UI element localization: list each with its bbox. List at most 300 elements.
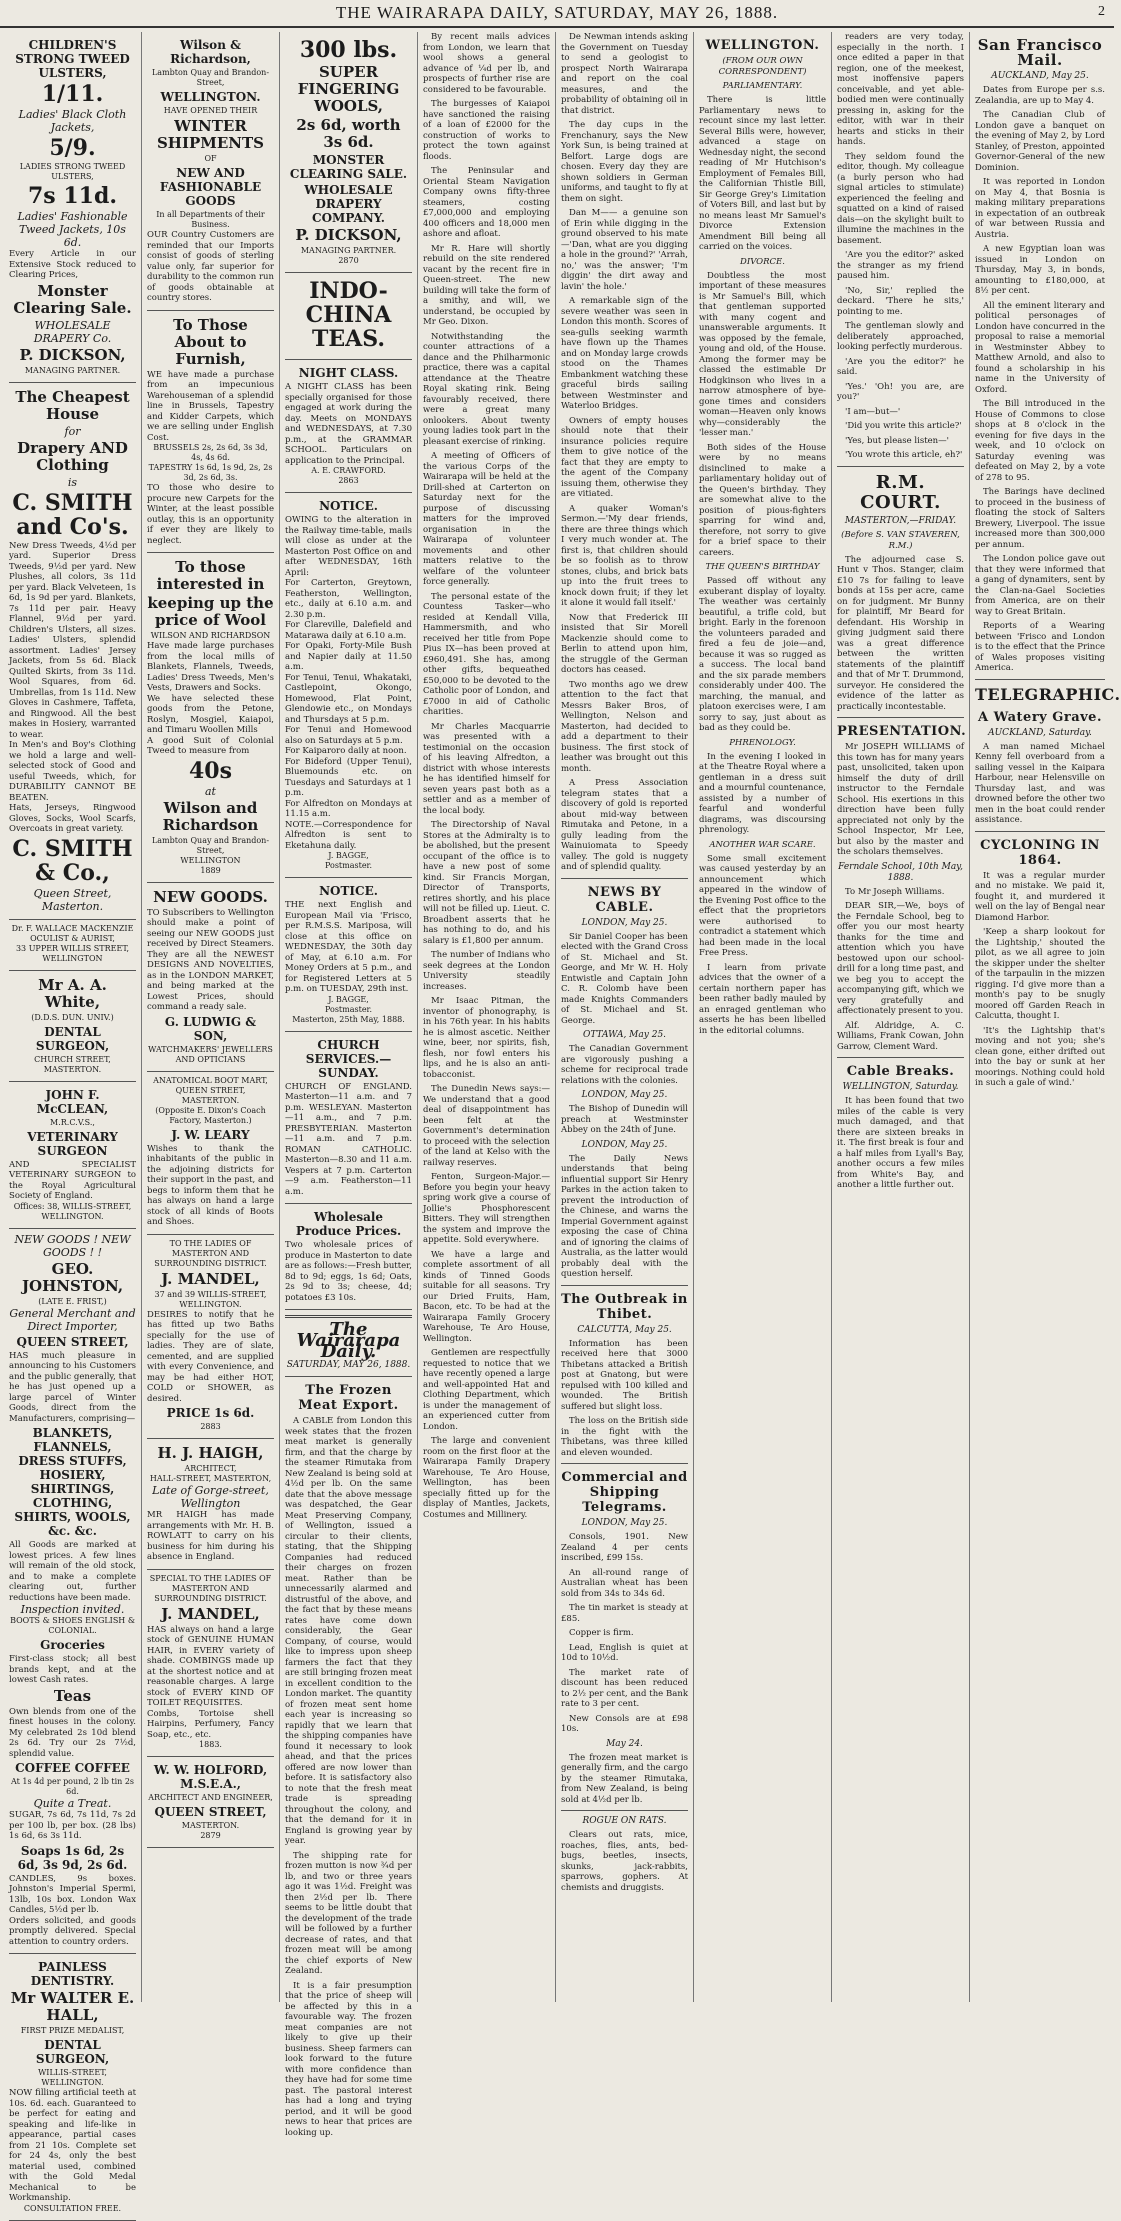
dateline: AUCKLAND, Saturday.: [988, 727, 1092, 738]
ad-address: 33 UPPER WILLIS STREET, WELLINGTON: [15, 943, 130, 963]
ad-body: For Kaiparoro daily at noon.: [285, 746, 407, 756]
ad-address: Offices: 38, WILLIS-STREET, WELLINGTON.: [13, 1201, 132, 1221]
ad-english-mail: [285, 878, 412, 1032]
ad-oculist: [9, 920, 136, 971]
cable-item: New Consols are at £98 10s.: [561, 1713, 688, 1734]
ad-body: Have made large purchases from the local mills of Blankets, Flannels, Tweeds, Ladies' Dress Tweeds, Men's Vests, Drawers and Socks.: [147, 641, 274, 693]
article-paragraph: Mr JOSEPH WILLIAMS of this town has for many years past, unsolicited, taken upon himself the duty of drill instructor to the Ferndale School. His exertions in this direction have been fully appreciated not only by the School Inspector, Mr Lee, but also by the master and the scholars themselves.: [837, 742, 964, 857]
ad-produce-prices: [285, 1204, 412, 1310]
ad-body: Wishes to thank the inhabitants of the public in the adjoining districts for their support in the past, and begs to inform them that he has always on hand a large stock of all kinds of Boots and Shoes.: [147, 1143, 274, 1227]
dateline: OTTAWA, May 25.: [582, 1030, 667, 1040]
ad-code: 1889: [200, 865, 221, 875]
ad-line: Quite a Treat.: [33, 1797, 112, 1810]
article-paragraph: Some small excitement was caused yesterday by an announcement which appeared in the window of the Evening Post office to the effect that the proprietors were authorised to contradict a statement which had been made in the local Free Press.: [699, 853, 826, 958]
cable-item: Sir Daniel Cooper has been elected with the Grand Cross of St. Michael and St. George, and Mr W. H. Holy Entwistle and Captain John C. R. Colomb have been made Knights Commanders of St. Michael and St. George.: [561, 931, 688, 1026]
section-title: NEWS BY CABLE.: [587, 884, 662, 915]
ad-name: WILSON AND RICHARDSON: [150, 631, 271, 640]
ad-wilson-richardson: [147, 32, 274, 311]
ad-line: Soaps 1s 6d, 2s 6d, 3s 9d, 2s 6d.: [17, 1843, 128, 1872]
ad-body: For Tenui, Tenui, Whakataki, Castlepoint, Okongo, Homewood, Flat Point, Glendowie etc., on Mondays and Thursdays at 5 p.m.: [285, 672, 412, 725]
article-paragraph: The shipping rate for frozen mutton is now ¾d per lb, and two or three years ago it was 1½d. Freight was then 2½d per lb. There seems to be little doubt that the development of the trade will be followed by a further decrease of rates, and that frozen meat will be among the chief exports of New Zealand.: [285, 1850, 412, 1976]
news-item: Mr Isaac Pitman, the inventor of phonography, is in his 76th year. In his habits he is almost ascetic. Neither wine, beer, nor spirits, fish, flesh, nor fowl enters his lips, and he is also an anti-tobacconist.: [423, 996, 550, 1080]
ad-title: WINTER SHIPMENTS: [156, 117, 265, 152]
masthead: [0, 0, 1114, 28]
news-item: Notwithstanding the counter attractions of a dance and the Philharmonic practice, there was a capital attendance at the Theatre Royal skating rink. Being favourably received, there were a great many onlookers. About twenty young ladies took part in the pleasant exercise of rinking.: [423, 331, 550, 447]
ad-body: WE have made a purchase from an impecunious Warehouseman of a splendid line in Brussels, Tapestry and Kidder Carpets, which we are selling under English Cost.: [147, 369, 274, 443]
ad-fingering-wools: [285, 32, 412, 273]
ad-body: TO those who desire to procure new Carpets for the Winter, at the least possible outlay, this is an opportunity if ever they are likely to neglect.: [147, 483, 274, 546]
ad-title: ROGUE ON RATS.: [582, 1816, 667, 1826]
article-paragraph: Both sides of the House were by no means disinclined to make a parliamentary holiday out of the Queen's birthday. They are somewhat alive to the position of pious-fighters sparring for wind and, therefore, not sorry to give for a brief space to their careers.: [699, 442, 826, 558]
article-paragraph: Doubtless the most important of these measures is Mr Samuel's Bill, which that gentleman supported with many cogent and unanswerable arguments. It was opposed by the female, young and old, of the House. Among the former may be classed the estimable Dr Hodgkinson who lives in a narrow atmosphere of bye-gone times and considers woman—Heaven only knows why—considerably the 'lesser man.': [699, 270, 826, 438]
section-subtitle: A Watery Grave.: [978, 709, 1102, 725]
section-title: CYCLONING IN 1864.: [980, 837, 1100, 868]
ad-furnish: [147, 311, 274, 554]
ad-body: For Bideford (Upper Tenui), Bluemounds etc. on Tuesdays and Saturdays at 1 p.m.: [285, 756, 412, 798]
article-paragraph: There is little Parliamentary news to recount since my last letter. Several Bills were, however, advanced a stage on Wednesday night, the second reading of Mr Hutchison's Employment of Females Bill, the Californian Thistle Bill, Sir George Grey's Limitation of Voters Bill, and last but by no means least Mr Samuel's Divorce Extension Amendment Bill being all carried on the voices.: [699, 95, 826, 252]
ad-city: MASTERTON.: [181, 1821, 240, 1830]
ad-company: WHOLESALE DRAPERY COMPANY.: [304, 183, 393, 225]
ad-address: Lambton Quay and Brandon-Street,: [151, 68, 270, 87]
news-item: Mr R. Hare will shortly rebuild on the site rendered vacant by the recent fire in Queen-street. The new building will take the form of a smithy, and will, we understand, be occupied by Mr Geo. Dixon.: [423, 243, 550, 327]
ad-title: NEW GOODS ! NEW GOODS ! !: [14, 1232, 131, 1259]
cable-item: The Canadian Government are vigorously pushing a scheme for reciprocal trade relations with the colonies.: [561, 1044, 688, 1086]
divider: [975, 679, 1105, 680]
ad-note: Inspection invited.: [20, 1603, 125, 1616]
masthead-title: THE WAIRARAPA DAILY, SATURDAY, MAY 26, 1888.: [335, 3, 779, 22]
ad-address: QUEEN STREET,: [154, 1805, 267, 1819]
ad-body: HAS much pleasure in announcing to his Customers and the public generally, that he has just opened up a large parcel of Winter Goods, direct from the Manufacturers, comprising—: [9, 1350, 136, 1424]
ad-body: Combs, Tortoise shell Hairpins, Perfumery, Fancy Soap, etc., etc.: [147, 1708, 274, 1740]
column-6: [694, 32, 832, 2002]
ad-title: To Those About to Furnish,: [173, 315, 248, 368]
ad-name: JOHN F. McCLEAN,: [36, 1087, 109, 1116]
article-paragraph: A new Egyptian loan was issued in London on Thursday, May 3, in bonds, amounting to £180,000, at 8½ per cent.: [975, 244, 1105, 296]
ad-body: Own blends from one of the finest houses in the colony. My celebrated 2s 10d blend 2s 6d. Try our 2s 7½d, splendid value.: [9, 1706, 136, 1759]
dateline: LONDON, May 25.: [581, 1139, 668, 1150]
ad-role: FIRST PRIZE MEDALIST,: [20, 2026, 125, 2035]
article-paragraph: Reports of a Wearing between 'Frisco and London is to the effect that the Prince of Wales proposes visiting America.: [975, 621, 1105, 673]
article-paragraph: The Bill introduced in the House of Commons to close shops at 8 o'clock in the evening for five days in the week, and 10 o'clock on Saturday evening was defeated on May 2, by a vote of 278 to 95.: [975, 399, 1105, 483]
ad-title: CHURCH SERVICES.—SUNDAY.: [305, 1037, 392, 1080]
ad-line: for: [64, 424, 81, 438]
ad-title: NEW GOODS.: [153, 887, 268, 906]
section-title: Commercial and Shipping Telegrams.: [561, 1470, 688, 1515]
ad-night-class: [285, 360, 412, 493]
news-item: Two months ago we drew attention to the fact that Messrs Baker Bros, of Wellington, Nelson and Masterton, had decided to add a department to their business. The first stock of leather was brought out this month.: [561, 679, 688, 774]
ad-line: COFFEE COFFEE: [15, 1761, 130, 1775]
ad-body: CHURCH OF ENGLAND. Masterton—11 a.m. and 7 p.m. WESLEYAN. Masterton—11 a.m., and 7 p.m. PRESBYTERIAN. Masterton—11 a.m. and 7 p.m. ROMAN CATHOLIC. Masterton—8.30 and 11 a.m. Vespers at 7 p.m. Carterton—9 a.m. Featherston—11 a.m.: [285, 1081, 412, 1197]
ad-name: J. MANDEL,: [161, 1269, 260, 1288]
article-paragraph: A man named Michael Kenny fell overboard from a sailing vessel in the Kaipara Harbour, near Helensville on Thursday last, and was drowned before the other two men in the boat could render assistance.: [975, 741, 1105, 825]
article-paragraph: 'Yes.' 'Oh! you are, are you?': [837, 381, 964, 402]
cable-item: The tin market is steady at £85.: [561, 1603, 688, 1624]
cable-item: The market rate of discount has been reduced to 2½ per cent, and the Bank rate to 3 per cent.: [561, 1667, 688, 1709]
ad-address: CHURCH STREET, MASTERTON.: [34, 1054, 111, 1074]
ad-line: Drapery AND Clothing: [17, 438, 128, 474]
ad-name: GEO. JOHNSTON,: [21, 1259, 124, 1295]
ad-role: VETERINARY SURGEON: [27, 1129, 118, 1158]
section-subtitle: PARLIAMENTARY.: [722, 81, 803, 91]
ad-line: Groceries: [40, 1638, 105, 1652]
ad-role: ARCHITECT AND ENGINEER,: [148, 1793, 273, 1802]
ad-line: At 1s 4d per pound, 2 lb tin 2s 6d.: [10, 1777, 135, 1796]
ad-credentials: (D.D.S. DUN. UNIV.): [31, 1012, 114, 1022]
ad-line: LADIES STRONG TWEED ULSTERS,: [19, 162, 126, 181]
ad-title: TO THE LADIES OF MASTERTON AND SURROUNDING DISTRICT.: [154, 1238, 267, 1268]
ad-body: Two wholesale prices of produce in Masterton to date are as follows:—Fresh butter, 8d to 9d; eggs, 1s 6d; Oats, 2s 9d to 3s; cheese, 4d; potatoes £3 10s.: [285, 1240, 412, 1303]
dateline: Ferndale School, 10th May, 1888.: [838, 861, 963, 883]
ad-name: W. W. HOLFORD, M.S.E.A.,: [153, 1763, 268, 1791]
ad-role: OCULIST & AURIST,: [30, 933, 115, 943]
section-title: PRESENTATION.: [837, 724, 967, 739]
ad-price: 40s: [188, 757, 232, 784]
article-paragraph: In the evening I looked in at the Theatre Royal where a gentleman in a dress suit and a mournful countenance, assisted by a number of fearful and wonderful diagrams, was discoursing phrenology.: [699, 751, 826, 835]
ad-city: WELLINGTON: [180, 855, 241, 865]
divider: [561, 1285, 688, 1286]
ad-note: (Opposite E. Dixon's Coach Factory, Masterton.): [155, 1105, 266, 1125]
ad-name: A. E. CRAWFORD.: [311, 466, 386, 475]
article-paragraph: DEAR SIR,—We, boys of the Ferndale School, beg to offer you our most hearty thanks for the time and attention which you have bestowed upon our school-drill for a long time past, and we beg you to accept the accompanying gift, which we very gratefully and affectionately present to you.: [837, 901, 964, 1016]
article-paragraph: 'You wrote this article, eh?': [845, 450, 963, 460]
news-item: A remarkable sign of the severe weather was seen in London this month. Scores of sea-gulls seeking warmth have flown up the Thames and on Monday large crowds stood on the Thames Embankment watching these graceful birds sailing between Westminster and Waterloo Bridges.: [561, 296, 688, 411]
ad-body: TO Subscribers to Wellington should make a point of seeing our NEW GOODS just received by Direct Steamers. They are all the NEWEST DESIGNS AND NOVELTIES, as in the LONDON MARKET, and being marked at the Lowest Prices, should command a ready sale.: [147, 907, 274, 1012]
editorial-masthead: The Wairarapa Daily.: [296, 1319, 401, 1362]
news-item: The personal estate of the Countess Tasker—who resided at Kendall Villa, Hammersmith, and who received her title from Pope Pius IX—has been proved at £960,491. She has, among other gifts, bequeathed £50,000 to be devoted to the Catholic poor of London, and £7000 in aid of Catholic charities.: [423, 591, 550, 717]
page-number: 2: [1098, 4, 1106, 19]
ad-name: Wilson and Richardson: [162, 798, 259, 834]
article-paragraph: 'Are you the editor?' asked the stranger as my friend paused him.: [837, 250, 964, 281]
dateline: LONDON, May 25.: [581, 1090, 668, 1100]
ad-body: A good Suit of Colonial Tweed to measure from: [147, 735, 274, 756]
news-item: The Peninsular and Oriental Steam Navigation Company owns fifty-three steamers, costing £7,000,000 and employing 400 officers and 18,000 men ashore and afloat.: [423, 166, 550, 239]
ad-sale: Monster Clearing Sale.: [13, 281, 132, 317]
divider: [561, 1810, 688, 1811]
article-paragraph: It was a regular murder and no mistake. We paid it, fought it, and murdered it well on the lay of Bengal near Diamond Harbor.: [975, 870, 1105, 923]
column-7: [832, 32, 970, 2002]
section-title: San Francisco Mail.: [977, 36, 1103, 69]
news-item: Owners of empty houses should note that their insurance policies require them to give notice of the fact that they are empty to the agent of the Company issuing them, otherwise they are vitiated.: [561, 415, 688, 499]
ad-body: All Goods are marked at lowest prices. A few lines will remain of the old stock, and to make a complete clearing out, further reductions have been made.: [9, 1540, 136, 1603]
ad-title: NIGHT CLASS.: [298, 366, 399, 380]
ad-body: HAS always on hand a large stock of GENUINE HUMAN HAIR, in EVERY variety of shade. COMBINGS made up at the shortest notice and at reasonable charges. A large stock of EVERY KIND OF TOILET REQUISITES.: [147, 1624, 274, 1708]
news-item: By recent mails advices from London, we learn that wool shows a general advance of ¼d per lb, and prospects of further rise are considered to be favourable.: [423, 32, 550, 95]
ad-haigh: [147, 1439, 274, 1570]
ad-indo-china-teas: [285, 273, 412, 360]
section-title: Cable Breaks.: [846, 1064, 955, 1079]
ad-note: CONSULTATION FREE.: [23, 2203, 122, 2213]
ad-body: SUGAR, 7s 6d, 7s 11d, 7s 2d per 100 lb, per box. (28 lbs) 1s 6d, 6s 3s 11d.: [9, 1810, 136, 1841]
column-2: [142, 32, 280, 2002]
ad-title: NOTICE.: [319, 499, 378, 513]
ad-date: Masterton, 25th May, 1888.: [292, 1014, 405, 1024]
dateline: LONDON, May 25.: [581, 1518, 668, 1528]
ad-body: Clears out rats, mice, roaches, flies, ants, bed-bugs, beetles, insects, skunks, jack-rabbits, sparrows, gophers. At chemists and druggists.: [561, 1830, 688, 1893]
ad-holford: [147, 1757, 274, 1848]
article-paragraph: They seldom found the editor, though. My colleague (a burly person who had signal articles to stimulate) experienced the feeling and squatted on a kind of raised dais—on the skylight built to illumine the machines in the basement.: [837, 151, 964, 246]
dateline: AUCKLAND, May 25.: [991, 71, 1089, 81]
ad-church-services: [285, 1032, 412, 1205]
ad-line: Ladies' Black Cloth Jackets,: [18, 108, 127, 134]
ad-code: 2870: [338, 256, 359, 265]
ad-items: BLANKETS, FLANNELS, DRESS STUFFS, HOSIERY, SHIRTINGS, CLOTHING, SHIRTS, WOOLS, &c. &c.: [14, 1426, 131, 1538]
ad-prices: TAPESTRY 1s 6d, 1s 9d, 2s, 2s 3d, 2s 6d, 3s.: [148, 463, 273, 482]
ad-title: INDO-CHINA TEAS.: [305, 278, 392, 352]
ad-line: is: [67, 475, 78, 489]
news-item: Gentlemen are respectfully requested to notice that we have recently opened a large and well-appointed Hat and Clothing Department, which is under the management of an experienced cutter from London.: [423, 1348, 550, 1432]
ad-name: J. W. LEARY: [171, 1127, 250, 1142]
ad-body: MR HAIGH has made arrangements with Mr. H. B. ROWLATT to carry on his business for him during his absence in England.: [147, 1510, 274, 1562]
subheading: THE QUEEN'S BIRTHDAY: [705, 562, 820, 572]
article-paragraph: It is a fair presumption that the price of sheep will be affected by this in a favourable way. The frozen meat companies are not likely to give up their business. Sheep farmers can look forward to the future with more confidence than they have had for some time past. The pastoral interest has had a long and trying period, and it will be good news to hear that prices are looking up.: [285, 1980, 412, 2138]
subheading: PHRENOLOGY.: [729, 737, 796, 748]
cable-item: The Bishop of Dunedin will preach at Westminster Abbey on the 24th of June.: [561, 1104, 688, 1135]
subheading: ANOTHER WAR SCARE.: [709, 839, 816, 850]
article-paragraph: 'Yes, but please listen—': [845, 435, 949, 446]
ad-address: Lambton Quay and Brandon-Street,: [151, 835, 270, 855]
section-title: R.M. COURT.: [860, 471, 941, 513]
ad-ludwig: [147, 883, 274, 1072]
ad-line: at: [205, 784, 216, 798]
ad-body: For Tenui and Homewood also on Saturdays at 5 p.m.: [285, 725, 412, 746]
news-item: Dan M—— a genuine son of Erin while digging in the ground observed to his mate—'Dan, what are you digging a hole in the ground?' 'Arrah, no,' was the answer; 'I'm diggin' the dirt away and lavin' the hole.': [561, 208, 688, 292]
article-paragraph: Dates from Europe per s.s. Zealandia, are up to May 4.: [975, 85, 1105, 106]
divider: [285, 1315, 412, 1318]
ad-price: 7s 11d.: [27, 183, 117, 209]
ad-name: J. BAGGE,: [328, 851, 369, 860]
news-item: The Directorship of Naval Stores at the Admiralty is to be abolished, but the present occupant of the office is to have a new post of some kind. Sir Francis Morgan, Director of Transports, retires shortly, and his place will not be filled up. Lieut. C. Broadbent asserts that he has nothing to do, and his salary is £1,800 per annum.: [423, 820, 550, 946]
ad-body: THE next English and European Mail via 'Frisco, per R.M.S.S. Mariposa, will close at this office on WEDNESDAY, the 30th day of May, at 6.10 a.m. For Money Orders at 5 p.m., and for Registered Letters at 5 p.m. on TUESDAY, 29th inst.: [285, 900, 412, 994]
divider: [561, 1463, 688, 1464]
article-paragraph: The adjourned case S. Hunt v Thos. Stanger, claim £10 7s for failing to leave bonds at 15s per acre, came on for judgment. Mr Bunny for plaintiff, Mr Beard for defendant. His Worship in giving judgment said there was a great difference between the written statements of the plaintiff and that of Mr T. Drummond, surveyor. He considered the evidence of the latter as practically incontestable.: [837, 554, 964, 712]
news-item: A meeting of Officers of the various Corps of the Wairarapa will be held at the Drill-shed at Carterton on Saturday next for the purpose of discussing matters for the improved organisation in the Wairarapa of volunteer movements and other matters relative to the welfare of the volunteer force generally.: [423, 451, 550, 587]
ad-body: For Carterton, Greytown, Featherston, Wellington, etc., daily at 6.10 a.m. and 2.30 p.m.: [285, 578, 412, 620]
ad-code: 1883.: [199, 1740, 222, 1749]
article-paragraph: I learn from private advices that the owner of a certain northern paper has been rather badly mauled by an enraged gentleman who asserts he has been libelled in the editorial columns.: [699, 962, 826, 1036]
ad-painless-dentistry: [9, 1954, 136, 2221]
ad-price: 5/9.: [49, 135, 96, 161]
ad-role: ARCHITECT,: [184, 1464, 237, 1473]
ad-line: Teas: [53, 1686, 92, 1705]
section-subtitle: (Before S. VAN STAVEREN, R.M.): [841, 529, 960, 551]
ad-boot-mart: [147, 1072, 274, 1235]
news-item: De Newman intends asking the Government on Tuesday to send a geologist to prospect North Wairarapa and report on the coal measures, and the probability of obtaining oil in that district.: [561, 32, 688, 116]
section-subtitle: (FROM OUR OWN CORRESPONDENT): [718, 56, 807, 77]
column-5: [556, 32, 694, 2002]
news-item: A quaker Woman's Sermon.—'My dear friends, there are three things which I very much wonder at. The first is, that children should be so foolish as to throw stones, clubs, and brick bats up into the fruit trees to knock down fruit; if they let it alone it would fall itself.': [561, 503, 688, 608]
ad-title: PAINLESS DENTISTRY.: [30, 1960, 115, 1988]
ad-code: 2883: [200, 1422, 221, 1431]
ad-ulsters: [9, 32, 136, 383]
article-paragraph: It was reported in London on May 4, that Bosnia is making military preparations in expectation of an outbreak of war between Russia and Austria.: [975, 177, 1105, 240]
ad-name: G. LUDWIG & SON,: [164, 1014, 257, 1043]
article-paragraph: 'Are you the editor?' he said.: [837, 356, 964, 377]
ad-new-goods: [9, 1229, 136, 1955]
article-paragraph: The Canadian Club of London gave a banquet on the evening of May 2, by Lord Stanley, of Preston, appointed Governor-General of the new Dominion.: [975, 110, 1105, 173]
divider: [561, 878, 688, 879]
ad-body: For Clareville, Dalefield and Matarawa daily at 6.10 a.m.: [285, 620, 412, 641]
dateline: May 24.: [606, 1738, 643, 1749]
article-paragraph: The gentleman slowly and deliberately approached, looking perfectly murderous.: [837, 321, 964, 352]
ad-price: 2s 6d, worth 3s 6d.: [296, 116, 401, 151]
ad-mandel-hair: [147, 1570, 274, 1758]
cable-item: Lead, English is quiet at 10d to 10½d.: [561, 1642, 688, 1663]
article-paragraph: To Mr Joseph Williams.: [845, 886, 945, 897]
ad-name: H. J. HAIGH,: [157, 1444, 264, 1462]
news-item: The burgesses of Kaiapoi have sanctioned the raising of a loan of £2000 for the construction of works to protect the town against floods.: [423, 99, 550, 162]
ad-name: Mr WALTER E. HALL,: [10, 1989, 135, 2024]
ad-role: Postmaster.: [324, 1004, 373, 1014]
dateline: WELLINGTON, Saturday.: [842, 1082, 959, 1092]
cable-item: Information has been received here that 3000 Thibetans attacked a British post at Gnatong, but were repulsed with 100 killed and wounded. The British suffered but slight loss.: [561, 1338, 688, 1412]
column-1: [4, 32, 142, 2213]
section-title: WELLINGTON.: [705, 38, 820, 53]
ad-role: MANAGING PARTNER.: [24, 365, 121, 375]
divider: [837, 717, 964, 718]
ad-name: J. MANDEL,: [161, 1604, 260, 1623]
divider: [975, 831, 1105, 832]
divider: [285, 1376, 412, 1377]
ad-role: Postmaster.: [324, 861, 373, 870]
article-paragraph: Passed off without any exuberant display of loyalty. The weather was certainly beautiful, a trifle cold, but bright. Early in the forenoon the volunteers paraded and fired a feu de joie—and, because it was so rugged as a success. The local band and the six parade members considerably under 400. The marching, the manual, and platoon exercises were, I am sorry to say, just about as bad as they could be.: [699, 576, 826, 733]
ad-credentials: M.R.C.V.S.,: [50, 1117, 95, 1127]
ad-body: New Dress Tweeds, 4½d per yard. Superior Dress Tweeds, 9½d per yard. New Plushes, all colors, 3s 11d per yard. Black Velveteen, 1s 6d, 1s 9d per yard. Blankets, 7s 11d per pair. Heavy Flannel, 9½d per yard. Children's Ulsters, all sizes. Ladies' Ulsters, splendid assortment. Ladies' Jersey Jackets, from 5s 6d. Black Quilted Skirts, from 3s 11d. Wool Squares, from 6d. Umbrellas, from 1s 11d. New Gloves in Cashmere, Taffeta, and Ringwood. All the best makes in Hosiery, warranted to wear.: [9, 540, 136, 740]
ad-body: DESIRES to notify that he has fitted up two Baths specially for the use of ladies. They are of slate, cemented, and are supplied with every Convenience, and may be had either HOT, COLD or SHOWER, as desired.: [147, 1309, 274, 1404]
ad-body: For Alfredton on Mondays at 11.15 a.m.: [285, 798, 412, 819]
ad-mail-notice: [285, 493, 412, 878]
article-paragraph: 'It's the Lightship that's moving and not you; she's clean gone, either drifted out into the bay or sunk at her moorings. Nothing could hold in such a gale of wind.': [975, 1025, 1105, 1088]
article-paragraph: The London police gave out that they were informed that a gang of dynamiters, sent by the Clan-na-Gael Societies from America, are on their way to Great Britain.: [975, 554, 1105, 617]
article-paragraph: 'Did you write this article?': [845, 421, 962, 431]
ad-title: The Cheapest House: [15, 387, 130, 423]
article-paragraph: readers are very today, especially in the north. I once edited a paper in that region, one of the meekest, most inoffensive papers conceivable, and yet able-bodied men were continually pressing in, asking for the editor, with war in their hearts and sticks in their hands.: [837, 32, 964, 147]
section-title: The Outbreak in Thibet.: [561, 1291, 688, 1322]
ad-title: 300 lbs.: [299, 37, 398, 63]
ad-role: DENTAL SURGEON,: [35, 2038, 110, 2066]
dateline: LONDON, May 25.: [581, 917, 668, 928]
ad-code: 2879: [200, 1831, 221, 1840]
news-item: The Dunedin News says:—We understand that a good deal of disappointment has been felt at the Government's determination to proceed with the selection of the land at Kelso with the railway reserves.: [423, 1084, 550, 1168]
ad-city: WELLINGTON.: [160, 90, 261, 104]
ad-note: (LATE E. FRIST,): [38, 1296, 107, 1306]
article-paragraph: 'I am—but—': [845, 406, 901, 417]
ad-prices: BRUSSELS 2s, 2s 6d, 3s 3d, 4s, 4s 6d.: [153, 443, 268, 462]
ad-body: AND SPECIALIST VETERINARY SURGEON to the Royal Agricultural Society of England.: [9, 1159, 136, 1201]
ad-body: For Opaki, Forty-Mile Bush and Napier daily at 11.50 a.m.: [285, 641, 412, 672]
ad-body: We have selected these goods from the Petone, Roslyn, Mosgiel, Kaiapoi, and Timaru Woollen Mills: [147, 693, 274, 735]
article-paragraph: All the eminent literary and political personages of London have concurred in the proposal to raise a memorial in Westminster Abbey to Matthew Arnold, and also to found a scholarship in his name in the University of Oxford.: [975, 300, 1105, 395]
dateline: MASTERTON,—FRIDAY.: [844, 515, 957, 526]
ad-price: PRICE 1s 6d.: [166, 1406, 255, 1420]
ad-body: OUR Country Customers are reminded that our Imports consist of goods of sterling value only, far superior for durability to the common run of goods obtainable at country stores.: [147, 230, 274, 303]
ad-line: NEW AND FASHIONABLE GOODS: [159, 166, 262, 208]
ad-sale: MONSTER CLEARING SALE.: [289, 153, 408, 181]
ad-body: OWING to the alteration in the Railway time-table, mails will close as under at the Masterton Post Office on and after WEDNESDAY, 16th April:: [285, 515, 412, 578]
column-4: [418, 32, 556, 2002]
ad-veterinary: [9, 1082, 136, 1229]
ad-address: WILLIS-STREET, WELLINGTON.: [38, 2068, 107, 2087]
ad-company: WHOLESALE DRAPERY Co.: [33, 318, 112, 345]
news-item: The large and convenient room on the first floor at the Wairarapa Family Drapery Warehouse, Te Aro House, Wellington, has been specially fitted up for the display of Mantles, Jackets, Costumes and Millinery.: [423, 1436, 550, 1520]
article-title: The Frozen Meat Export.: [298, 1383, 399, 1413]
column-8: [970, 32, 1121, 2002]
ad-line: In all Departments of their Business.: [156, 210, 265, 229]
ad-line: HAVE OPENED THEIR: [163, 106, 258, 115]
cable-item: The frozen meat market is generally firm, and the cargo by the steamer Rimutaka, from New Zealand, is being sold at 4½d per lb.: [561, 1752, 688, 1805]
ad-title: ANATOMICAL BOOT MART, QUEEN STREET, MASTERTON.: [153, 1075, 268, 1105]
news-item: We have a large and complete assortment of all kinds of Tinned Goods suitable for all seasons. Try our Dried Fruits, Ham, Bacon, etc. To be had at the Wairarapa Family Grocery Warehouse, Te Aro House, Wellington.: [423, 1249, 550, 1344]
column-3: [280, 32, 418, 2138]
editorial-date: SATURDAY, MAY 26, 1888.: [286, 1360, 411, 1370]
ad-body: NOW filling artificial teeth at 10s. 6d. each. Guaranteed to be perfect for eating and speaking and life-like in appearance, partial cases from 21 10s. Complete set for 24 4s, only the best material used, combined with the Gold Medal Mechanical to be Workmanship.: [9, 2088, 136, 2203]
cable-item: Consols, 1901. New Zealand 4 per cents inscribed, £99 15s.: [561, 1532, 688, 1563]
ad-wool-price: [147, 553, 274, 883]
news-item: Mr Charles Macquarrie was presented with a testimonial on the occasion of his leaving Alfredton, a district with whose interests he has identified himself for seven years past both as a settler and as a member of the local body.: [423, 721, 550, 816]
cable-item: The loss on the British side in the fight with the Thibetans, was three killed and eleven wounded.: [561, 1416, 688, 1458]
ad-name: C. SMITH & Co.,: [12, 835, 133, 886]
ad-title: To those interested in: [156, 558, 265, 593]
news-item: Fenton, Surgeon-Major.—Before you begin your heavy spring work give a course of Jollie's Phosphorescent Bitters. They will strengthen the system and improve the appetite. Sold everywhere.: [423, 1172, 550, 1245]
ad-note: Late of Gorge-street, Wellington: [152, 1484, 269, 1510]
ad-name: C. SMITH and Co's.: [12, 489, 133, 540]
news-item: The day cups in the Frenchanury, says the New York Sun, is being trained at Belfort. Large dogs are chosen. Every day they are shown soldiers in German uniforms, and taught to fly at them on sight.: [561, 120, 688, 204]
ad-title: NOTICE.: [319, 884, 378, 898]
article-paragraph: The Barings have declined to proceed in the business of floating the stock of Salters Brewery, Liverpool. The issue increased more than 300,000 per annum.: [975, 487, 1105, 550]
ad-code: 2863: [338, 476, 359, 485]
ad-name: Dr. F. WALLACE MACKENZIE: [11, 923, 134, 933]
ad-role: DENTAL SURGEON,: [35, 1024, 110, 1053]
ad-name: Mr A. A. White,: [38, 975, 107, 1011]
cable-item: The Daily News understands that being influential support Sir Henry Parkes in the action taken to prevent the introduction of the Chinese, and warns the Imperial Government against exposing the case of China and of ignoring the claims of Australia, as the latter would probably deal with the question herself.: [561, 1153, 688, 1279]
ad-body: A NIGHT CLASS has been specially organised for those engaged at work during the day. Meets on MONDAYS and WEDNESDAYS, at 7.30 p.m., at the GRAMMAR SCHOOL. Particulars on application to the Principal.: [285, 382, 412, 466]
ad-body: Hats, Jerseys, Ringwood Gloves, Socks, Wool Scarfs, Overcoats in great variety.: [9, 803, 136, 834]
subheading: DIVORCE.: [740, 256, 785, 267]
ad-body: In Men's and Boy's Clothing we hold a large and well-selected stock of Good and useful Tweeds, which, for DURABILITY CANNOT BE BEATEN.: [9, 740, 136, 803]
ad-body: CANDLES, 9s boxes. Johnston's Imperial Spermi, 13lb, 10s box. London Wax Candles, 5½d per lb.: [9, 1873, 136, 1915]
news-item: A Press Association telegram states that a discovery of gold is reported about mid-way between Rimutaka and Petone, in a gully leading from the Wainuiomata to Speedy valley. The gold is nuggety and of splendid quality.: [561, 778, 688, 872]
ad-address: 37 and 39 WILLIS-STREET, WELLINGTON.: [154, 1289, 267, 1309]
cable-item: An all-round range of Australian wheat has been sold from 34s to 34s 6d.: [561, 1567, 688, 1599]
article-paragraph: It has been found that two miles of the cable is very much damaged, and that there are sixteen breaks in it. The first break is four and a half miles from Lyall's Bay, another occurs a few miles from White's Bay, and another a little further out.: [837, 1096, 964, 1190]
ad-body: NOTE.—Correspondence for Alfredton is sent to Eketahuna daily.: [285, 819, 412, 851]
cable-item: Copper is firm.: [569, 1628, 634, 1638]
article-paragraph: 'Keep a sharp lookout for the Lightship,' shouted the pilot, as we all agree to join the skipper under the shelter of the tarpaulin in the mizzen rigging. I'd give more than a month's pay to be snugly moored off Garden Reach in Calcutta, thought I.: [975, 927, 1105, 1021]
newspaper-columns: [4, 32, 1121, 2213]
ad-title: CHILDREN'S STRONG TWEED ULSTERS,: [15, 38, 130, 80]
ad-mandel-baths: [147, 1235, 274, 1440]
section-title: TELEGRAPHIC.: [975, 684, 1121, 704]
divider: [837, 466, 964, 467]
ad-body: First-class stock; all best brands kept, and at the lowest Cash rates.: [9, 1654, 136, 1685]
divider: [837, 1057, 964, 1058]
ad-title: keeping up the price of Wool: [147, 594, 274, 629]
ad-line: Ladies' Fashionable Tweed Jackets, 10s 6d.: [17, 210, 128, 249]
ad-line: BOOTS & SHOES ENGLISH & COLONIAL.: [10, 1616, 135, 1635]
ad-address: HALL-STREET, MASTERTON,: [149, 1474, 272, 1483]
ad-title: Wholesale Produce Prices.: [295, 1210, 402, 1238]
ad-name: P. DICKSON,: [19, 345, 126, 364]
ad-title: SUPER FINGERING WOOLS,: [297, 63, 400, 115]
ad-price: 1/11.: [41, 81, 104, 107]
article-paragraph: Alf. Aldridge, A. C. Williams, Frank Cowan, John Garrow, Clement Ward.: [837, 1020, 964, 1052]
ad-title: SPECIAL TO THE LADIES OF MASTERTON AND SURROUNDING DISTRICT.: [149, 1573, 272, 1603]
news-item: Now that Frederick III insisted that Sir Morell Mackenzie should come to Berlin to attend upon him, the struggle of the German doctors has ceased.: [561, 612, 688, 675]
ad-cheapest-house: [9, 383, 136, 920]
ad-role: MANAGING PARTNER.: [300, 246, 397, 255]
ad-name: P. DICKSON,: [295, 226, 402, 244]
article-paragraph: A CABLE from London this week states that the frozen meat market is generally firm, and that the charge by the steamer Rimutaka from New Zealand is being sold at 4½d per lb. On the same date that the above message was despatched, the Gear Meat Preserving Company, of Wellington, issued a circular to their clients, stating, that the Shipping Companies had reduced their charges on frozen meat. Rather than be unnecessarily alarmed and distrustful of the above, and the fact that by these means rates have come down considerably, the Gear Company, of course, would like to impress upon sheep farmers the fact that they are still bringing frozen meat in excellent condition to the London market. The quantity of frozen meat sent home each year is increasing so rapidly that we learn that the shipping companies have found it necessary to look ahead, and that the prices offered are now lower than before. It is satisfactory also to note that the fresh meat trade is spreading throughout the colony, and that the demand for it in England is growing year by year.: [285, 1416, 412, 1846]
ad-body: Orders solicited, and goods promptly delivered. Special attention to country orders.: [9, 1915, 136, 1947]
